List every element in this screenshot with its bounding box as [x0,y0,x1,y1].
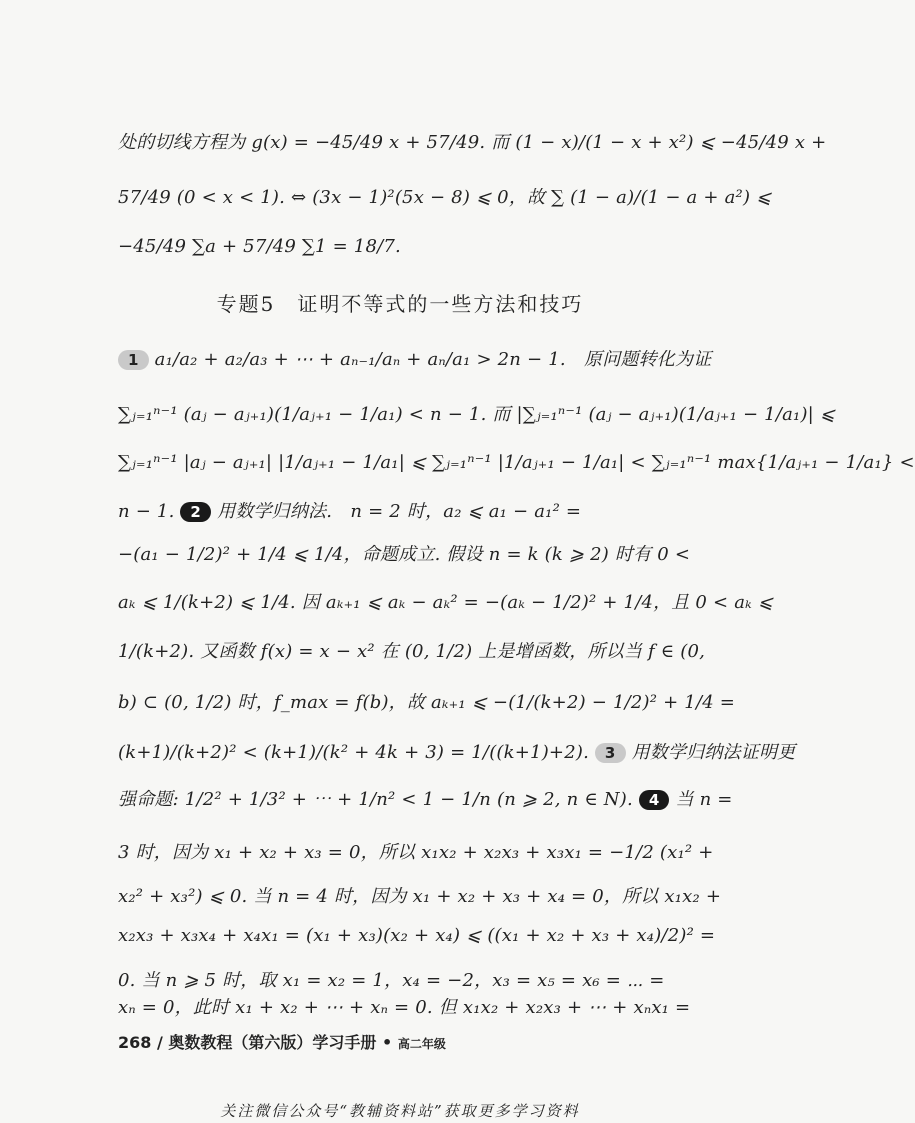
answer-prefix: 强命题: 1/2² + 1/3² + ⋯ + 1/n² < 1 − 1/n (n ⩾ 2, n ∈ N). [118,789,633,810]
watermark-text: 关注微信公众号“教辅资料站”获取更多学习资料 [220,1102,580,1120]
answer-text: 用数学归纳法证明更 [631,742,796,763]
answer-prefix: n − 1. [118,501,175,522]
body-line-3: −45/49 ∑a + 57/49 ∑1 = 18/7. [118,236,401,257]
footer-separator: / [156,1033,163,1052]
answer-line [118,785,733,811]
answer-number-badge: 1 [118,350,149,370]
body-line-1: 处的切线方程为 g(x) = −45/49 x + 57/49. 而 (1 − x)/(1 − x + x²) ⩽ −45/49 x + [118,132,827,153]
answer-line: aₖ ⩽ 1/(k+2) ⩽ 1/4. 因 aₖ₊₁ ⩽ aₖ − aₖ² = −(aₖ − 1/2)² + 1/4，且 0 < aₖ ⩽ [118,592,774,613]
answer-line: 3 时，因为 x₁ + x₂ + x₃ = 0，所以 x₁x₂ + x₂x₃ + x₃x₁ = −1/2 (x₁² + [118,842,714,863]
answer-text: a₁/a₂ + a₂/a₃ + ⋯ + aₙ₋₁/aₙ + aₙ/a₁ > 2n − 1. 原问题转化为证 [154,349,712,370]
page-number: 268 [118,1033,152,1052]
answer-number-badge: 2 [180,502,211,522]
answer-line [118,497,684,523]
answer-line: b) ⊂ (0, 1/2) 时，f_max = f(b)，故 aₖ₊₁ ⩽ −(1/(k+2) − 1/2)² + 1/4 = [118,692,736,713]
answer-text: 用数学归纳法. n = 2 时，a₂ ⩽ a₁ − a₁² = [217,501,582,522]
book-title: 奥数教程（第六版）学习手册 [168,1033,377,1052]
answer-line: ∑ⱼ₌₁ⁿ⁻¹ (aⱼ − aⱼ₊₁)(1/aⱼ₊₁ − 1/a₁) < n − 1. 而 |∑ⱼ₌₁ⁿ⁻¹ (aⱼ − aⱼ₊₁)(1/aⱼ₊₁ − 1/a₁)| ⩽ [118,404,836,425]
answer-line: 1/(k+2). 又函数 f(x) = x − x² 在 (0, 1/2) 上是增函数，所以当 f ∈ (0, [118,641,706,662]
answer-line: ∑ⱼ₌₁ⁿ⁻¹ |aⱼ − aⱼ₊₁| |1/aⱼ₊₁ − 1/a₁| ⩽ ∑ⱼ₌₁ⁿ⁻¹ |1/aⱼ₊₁ − 1/a₁| < ∑ⱼ₌₁ⁿ⁻¹ max{1/aⱼ₊₁ − 1/a₁} < [118,452,915,473]
page-footer [118,1030,446,1053]
answer-number-badge: 4 [639,790,670,810]
answer-line [118,345,712,371]
answer-line: −(a₁ − 1/2)² + 1/4 ⩽ 1/4，命题成立. 假设 n = k (k ⩾ 2) 时有 0 < [118,544,691,565]
answer-text: 当 n = [675,789,733,810]
answer-prefix: (k+1)/(k+2)² < (k+1)/(k² + 4k + 3) = 1/((k+1)+2). [118,742,589,763]
body-line-2: 57/49 (0 < x < 1). ⇔ (3x − 1)²(5x − 8) ⩽ 0，故 ∑ (1 − a)/(1 − a + a²) ⩽ [118,187,772,208]
answer-number-badge: 3 [595,743,626,763]
answer-line: xₙ = 0，此时 x₁ + x₂ + ⋯ + xₙ = 0. 但 x₁x₂ + x₂x₃ + ⋯ + xₙx₁ = [118,997,691,1018]
answer-line: x₂² + x₃²) ⩽ 0. 当 n = 4 时，因为 x₁ + x₂ + x₃ + x₄ = 0，所以 x₁x₂ + [118,886,722,907]
footer-dot: • [382,1033,393,1052]
answer-line: 0. 当 n ⩾ 5 时，取 x₁ = x₂ = 1，x₄ = −2，x₃ = x₅ = x₆ = ⋯ = [118,970,665,991]
grade-label: 高二年级 [397,1037,446,1051]
answer-line: x₂x₃ + x₃x₄ + x₄x₁ = (x₁ + x₃)(x₂ + x₄) ⩽ ((x₁ + x₂ + x₃ + x₄)/2)² = [118,925,716,946]
answer-line [118,738,796,764]
section-title: 专题5 证明不等式的一些方法和技巧 [216,292,584,316]
